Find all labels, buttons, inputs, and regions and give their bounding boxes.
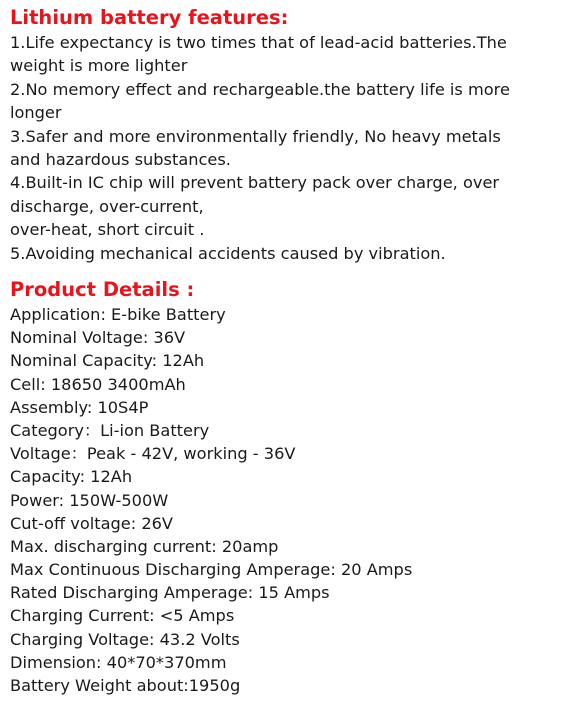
feature-line: 5.Avoiding mechanical accidents caused by vibration. <box>10 243 446 263</box>
detail-row-nominal-voltage: Nominal Voltage: 36V <box>10 328 186 348</box>
detail-row-max-discharging-current: Max. discharging current: 20amp <box>10 536 279 556</box>
detail-row-capacity: Capacity: 12Ah <box>10 467 133 487</box>
features-list <box>10 31 556 265</box>
detail-row-dimension: Dimension: 40*70*370mm <box>10 652 227 672</box>
detail-row-nominal-capacity: Nominal Capacity: 12Ah <box>10 351 205 371</box>
feature-line: 1.Life expectancy is two times that of lead-acid batteries.The <box>10 33 507 52</box>
detail-row-rated-discharging: Rated Discharging Amperage: 15 Amps <box>10 583 330 603</box>
product-details-heading: Product Details : <box>10 278 195 301</box>
detail-row-max-continuous-discharging: Max Continuous Discharging Amperage: 20 Amps <box>10 560 413 580</box>
detail-row-power: Power: 150W-500W <box>10 490 169 510</box>
product-details-list <box>10 303 556 697</box>
feature-line: discharge, over-current, <box>10 196 204 216</box>
features-heading: Lithium battery features: <box>10 6 289 29</box>
detail-row-voltage: Voltage：Peak - 42V, working - 36V <box>10 444 296 464</box>
feature-line: 3.Safer and more environmentally friendly, No heavy metals <box>10 126 501 146</box>
detail-row-category: Category：Li-ion Battery <box>10 420 210 440</box>
feature-line: longer <box>10 103 62 123</box>
feature-line: over-heat, short circuit . <box>10 220 205 240</box>
feature-line: and hazardous substances. <box>10 149 231 169</box>
detail-row-charging-voltage: Charging Voltage: 43.2 Volts <box>10 629 240 649</box>
detail-row-cutoff-voltage: Cut-off voltage: 26V <box>10 513 174 533</box>
feature-line: 4.Built-in IC chip will prevent battery pack over charge, over <box>10 173 500 193</box>
feature-line: 2.No memory effect and rechargeable.the battery life is more <box>10 79 510 99</box>
detail-row-assembly: Assembly: 10S4P <box>10 397 149 417</box>
detail-row-cell: Cell: 18650 3400mAh <box>10 374 186 394</box>
detail-row-application: Application: E-bike Battery <box>10 305 226 324</box>
feature-line: weight is more lighter <box>10 56 188 76</box>
detail-row-battery-weight: Battery Weight about:1950g <box>10 676 241 695</box>
detail-row-charging-current: Charging Current: <5 Amps <box>10 606 235 626</box>
